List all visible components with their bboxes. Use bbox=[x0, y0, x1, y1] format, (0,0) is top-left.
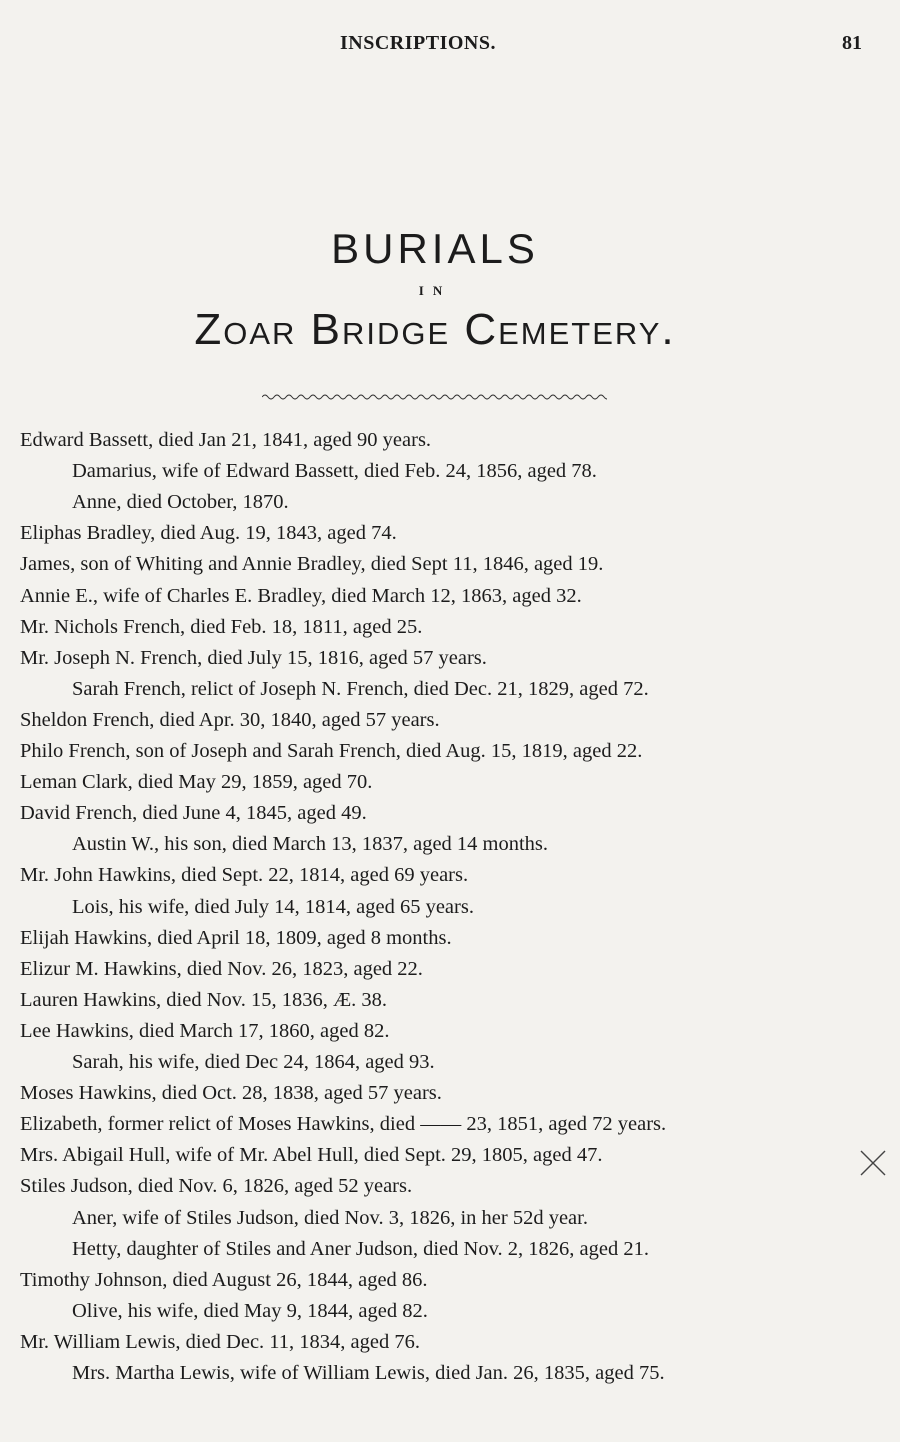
wavy-rule-ornament bbox=[262, 392, 607, 402]
burial-entry: Sarah, his wife, died Dec 24, 1864, aged 93. bbox=[72, 1051, 435, 1073]
title-cemetery: Zoar Bridge Cemetery. bbox=[194, 305, 676, 354]
burial-entry: Sheldon French, died Apr. 30, 1840, aged 57 years. bbox=[20, 708, 440, 731]
burial-entry: Edward Bassett, died Jan 21, 1841, aged 90 years. bbox=[20, 429, 432, 451]
burial-entry: Mrs. Martha Lewis, wife of William Lewis, died Jan. 26, 1835, aged 75. bbox=[72, 1362, 665, 1384]
burial-entry: Mr. William Lewis, died Dec. 11, 1834, aged 76. bbox=[20, 1330, 420, 1353]
page-number: 81 bbox=[842, 32, 862, 54]
burial-entry: Mr. Joseph N. French, died July 15, 1816, aged 57 years. bbox=[20, 646, 487, 669]
burial-entry: Hetty, daughter of Stiles and Aner Judson, died Nov. 2, 1826, aged 21. bbox=[72, 1237, 649, 1260]
burial-entry: Eliphas Bradley, died Aug. 19, 1843, aged 74. bbox=[20, 522, 397, 545]
burial-entry: Anne, died October, 1870. bbox=[72, 491, 289, 514]
burial-entry: Leman Clark, died May 29, 1859, aged 70. bbox=[20, 771, 373, 794]
burial-entry: Moses Hawkins, died Oct. 28, 1838, aged 57 years. bbox=[20, 1082, 442, 1105]
burial-entry: Lauren Hawkins, died Nov. 15, 1836, Æ. 38. bbox=[20, 988, 388, 1011]
burial-entry: Annie E., wife of Charles E. Bradley, died March 12, 1863, aged 32. bbox=[20, 584, 582, 607]
burial-entry: Elizur M. Hawkins, died Nov. 26, 1823, aged 22. bbox=[20, 957, 423, 980]
title-block bbox=[0, 225, 900, 355]
burial-entry: David French, died June 4, 1845, aged 49. bbox=[20, 802, 367, 825]
burial-entry: Lee Hawkins, died March 17, 1860, aged 82. bbox=[20, 1019, 390, 1042]
burial-entry: James, son of Whiting and Annie Bradley, died Sept 11, 1846, aged 19. bbox=[20, 553, 604, 576]
burial-entry: Lois, his wife, died July 14, 1814, aged 65 years. bbox=[72, 895, 474, 918]
page-header bbox=[0, 32, 900, 62]
burial-entry: Austin W., his son, died March 13, 1837, aged 14 months. bbox=[72, 833, 549, 856]
burial-entry: Philo French, son of Joseph and Sarah French, died Aug. 15, 1819, aged 22. bbox=[20, 740, 643, 762]
burial-entry: Elijah Hawkins, died April 18, 1809, aged 8 months. bbox=[20, 926, 452, 949]
running-head: INSCRIPTIONS. bbox=[340, 32, 496, 54]
burial-entry: Aner, wife of Stiles Judson, died Nov. 3, 1826, in her 52d year. bbox=[72, 1206, 588, 1229]
handwritten-x-mark bbox=[858, 1148, 888, 1178]
burial-entry: Mr. Nichols French, died Feb. 18, 1811, aged 25. bbox=[20, 615, 423, 638]
title-burials: BURIALS bbox=[331, 225, 539, 272]
burial-entry: Mrs. Abigail Hull, wife of Mr. Abel Hull, died Sept. 29, 1805, aged 47. bbox=[20, 1144, 603, 1167]
burial-entry: Elizabeth, former relict of Moses Hawkins, died —— 23, 1851, aged 72 years. bbox=[20, 1113, 667, 1136]
burial-entry: Timothy Johnson, died August 26, 1844, aged 86. bbox=[20, 1268, 428, 1291]
burial-entry: Sarah French, relict of Joseph N. French, died Dec. 21, 1829, aged 72. bbox=[72, 677, 649, 700]
title-in: IN bbox=[418, 283, 452, 298]
burial-entry: Mr. John Hawkins, died Sept. 22, 1814, aged 69 years. bbox=[20, 864, 469, 887]
burial-entry: Damarius, wife of Edward Bassett, died Feb. 24, 1856, aged 78. bbox=[72, 460, 597, 483]
burial-entry: Stiles Judson, died Nov. 6, 1826, aged 52 years. bbox=[20, 1175, 413, 1198]
burial-entry: Olive, his wife, died May 9, 1844, aged 82. bbox=[72, 1299, 428, 1322]
